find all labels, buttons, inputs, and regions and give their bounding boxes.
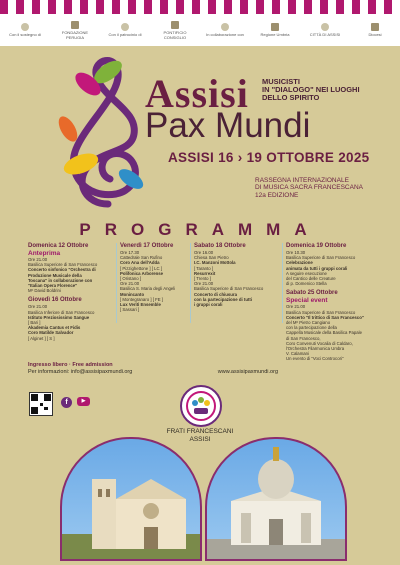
- festival-title-line1: Assisi: [145, 71, 249, 116]
- event-day: Domenica 12 Ottobre: [28, 243, 89, 249]
- event-day: Sabato 25 Ottobre: [286, 290, 338, 297]
- sponsor-icon: [271, 23, 279, 31]
- sponsor-logo: FONDAZIONE PERUGIA: [55, 21, 95, 40]
- event-day: Giovedì 16 Ottobre: [28, 297, 82, 304]
- program-column: Domenica 12 Ottobre Anteprima Ore 21.00 Basilica Superiore di San Francesco Concerto sinfonico "Orchestra di Produzione Musicale della Toscana" in collaborazione con "Italian Opera Florence" Mº David Boldrini Giovedì 16 Ottobre Ore 21.00 Basilica Inferiore di San Francesco Istituto Preziosissimo Sangue [ Bari ] Akademia Cantus et Fidis Coro Matilde Salvador [ Alginet ] [ S ]: [28, 243, 114, 341]
- top-stripe: [0, 0, 400, 14]
- column-divider: [282, 243, 283, 323]
- sponsor-icon: [221, 23, 229, 31]
- festival-dates: ASSISI 16 › 19 OTTOBRE 2025: [168, 150, 370, 165]
- website-link[interactable]: www.assisipaxmundi.org: [217, 369, 278, 375]
- sponsor-logo: In collaborazione con: [205, 23, 245, 37]
- sponsor-bar: [0, 14, 400, 46]
- sponsor-icon: [71, 21, 79, 29]
- column-divider: [116, 243, 117, 323]
- sponsor-logo: Con il sostegno di: [5, 23, 45, 37]
- program-column: Sabato 18 Ottobre Ore 16.00 Chiesa San Pietro I.C. Manzoni Mottola [ Taranto ] Resurrexit [ Trento ] Ore 21.00 Basilica Superiore di San Francesco Concerto di chiusura con la partecipazione di tutti i gruppi corali: [194, 243, 280, 307]
- sponsor-icon: [21, 23, 29, 31]
- basilica-san-francesco-image: [60, 437, 202, 561]
- festival-motto: MUSICISTI IN "DIALOGO" NEI LUOGHI DELLO SPIRITO: [262, 77, 360, 102]
- admission-text: Ingresso libero · Free admission: [28, 362, 113, 368]
- qr-code-icon[interactable]: [29, 392, 53, 416]
- column-divider: [190, 243, 191, 323]
- event-tag: Anteprima: [28, 250, 61, 257]
- festival-title-line2: Pax Mundi: [145, 106, 311, 145]
- festival-subtitle: RASSEGNA INTERNAZIONALE DI MUSICA SACRA FRANCESCANA 12a EDIZIONE: [255, 177, 363, 199]
- programma-heading: PROGRAMMA: [79, 220, 321, 239]
- sponsor-logo: Con il patrocinio di: [105, 23, 145, 37]
- program-column: Domenica 19 Ottobre Ore 10.30 Basilica Superiore di San Francesco Celebrazione animata da tutti i gruppi corali A seguire esecuzione del Cantico delle Creature di p. Domenico Stella Sabato 25 Ottobre Special event Ore 21.00 Basilica Superiore di San Francesco Concerto "Il trittico di San Francesco" del Mº Pietro Cangiano con la partecipazione della Cappella Musicale della Basilica Papale di San Francesco, Coro Convenuti Vocalia di Caldaro, l'Orchestra Filarmonica Umbra V. Calamani Un evento di "Voci Controcori": [286, 243, 372, 362]
- event-day: Venerdì 17 Ottobre: [120, 243, 174, 249]
- sponsor-icon: [171, 21, 179, 29]
- sponsor-logo: Regione Umbria: [255, 23, 295, 37]
- basilica-santa-maria-angeli-image: [205, 437, 347, 561]
- sponsor-icon: [321, 23, 329, 31]
- sponsor-icon: [371, 23, 379, 31]
- program-column: Venerdì 17 Ottobre Ore 17.30 Cattedrale San Rufino Coro Ana dell'Adda [ Pizzighettone ] [ LC ] Polifonica Arborense [ Oristano ] Ore 21.00 Basilica S. Maria degli Angeli Monincanto [ Montegranaro ] [ FE ] Lux Veritì Ensemble [ Sassari ]: [120, 243, 206, 312]
- sponsor-logo: PONTIFICIO CONSIGLIO: [155, 21, 195, 40]
- sponsor-logo: Diocesi: [355, 23, 395, 37]
- sponsor-icon: [121, 23, 129, 31]
- frati-francescani-logo: [180, 385, 222, 427]
- event-day: Sabato 18 Ottobre: [194, 243, 246, 249]
- sponsor-logo: CITTÀ DI ASSISI: [305, 23, 345, 37]
- contact-email[interactable]: Per informazioni: info@assisipaxmundi.org: [28, 369, 133, 375]
- youtube-icon[interactable]: ▶: [77, 397, 90, 406]
- frati-caption: FRATI FRANCESCANI ASSISI: [166, 428, 234, 443]
- facebook-icon[interactable]: f: [61, 397, 72, 408]
- event-day: Domenica 19 Ottobre: [286, 243, 347, 249]
- event-tag: Special event: [286, 297, 328, 305]
- info-block: [28, 362, 278, 376]
